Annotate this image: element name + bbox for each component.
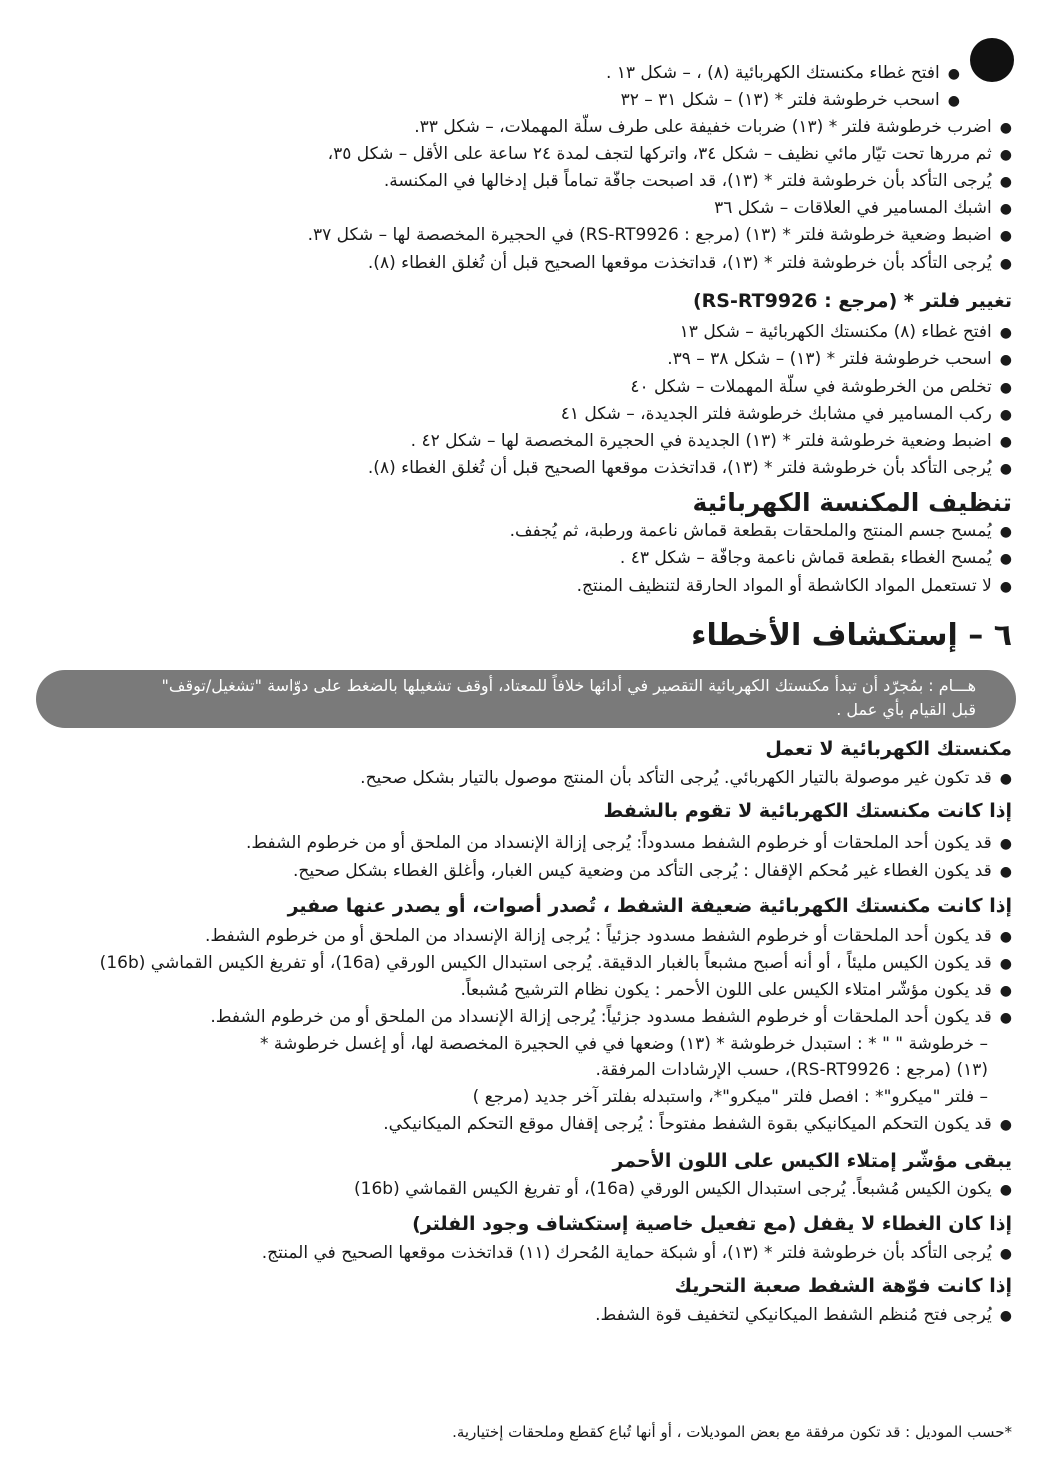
- section-heading: مكنستك الكهربائية لا تعمل: [765, 738, 1012, 760]
- list-item: ●قد يكون مؤشّر امتلاء الكيس على اللون الأحمر : يكون نظام الترشيح مُشبعاً.: [460, 980, 1012, 1000]
- list-item: ●افتح غطاء (٨) مكنستك الكهربائية – شكل ١٣: [679, 322, 1012, 342]
- list-item: ●قد يكون التحكم الميكانيكي بقوة الشفط مفتوحاً : يُرجى إقفال موقع التحكم الميكانيكي.: [383, 1114, 1012, 1134]
- list-item: ●لا تستعمل المواد الكاشطة أو المواد الحارقة لتنظيف المنتج.: [576, 576, 1012, 596]
- list-item: ●اسحب خرطوشة فلتر * (١٣) – شكل ٣١ – ٣٢: [620, 90, 960, 110]
- list-item: ●يُمسح جسم المنتج والملحقات بقطعة قماش ناعمة ورطبة، ثم يُجفف.: [509, 521, 1012, 541]
- list-item: ●قد يكون أحد الملحقات أو خرطوم الشفط مسدود جزئياً : يُرجى إزالة الإنسداد من الملحق أو من خرطوم الشفط.: [204, 926, 1012, 946]
- list-item: ●يُمسح الغطاء بقطعة قماش ناعمة وجافّة – شكل ٤٣ .: [619, 548, 1012, 568]
- section-heading-change-filter: تغيير فلتر * (مرجع : RS-RT9926): [692, 290, 1012, 312]
- sub-item: (١٣) (مرجع : RS-RT9926)، حسب الإرشادات المرفقة.: [595, 1060, 988, 1080]
- note-line: قبل القيام بأي عمل .: [836, 700, 976, 719]
- list-item: ●يُرجى التأكد بأن خرطوشة فلتر * (١٣)، قد اصبحت جافّة تماماً قبل إدخالها في المكنسة.: [383, 171, 1012, 191]
- list-item: ●يُرجى التأكد بأن خرطوشة فلتر * (١٣)، أو شبكة حماية المُحرك (١١) قداتخذت موقعها الصحيح في المنتج.: [261, 1243, 1012, 1263]
- section-heading: إذا كانت مكنستك الكهربائية لا تقوم بالشفط: [603, 800, 1012, 822]
- list-item: ●يكون الكيس مُشبعاً. يُرجى استبدال الكيس الورقي (16a)، أو تفريغ الكيس القماشي (16b): [353, 1179, 1012, 1199]
- section-heading: يبقى مؤشّر إمتلاء الكيس على اللون الأحمر: [612, 1150, 1012, 1172]
- list-item: ●ركب المسامير في مشابك خرطوشة فلتر الجديدة، – شكل ٤١: [560, 404, 1012, 424]
- list-item: ●قد يكون أحد الملحقات أو خرطوم الشفط مسدوداً: يُرجى إزالة الإنسداد من الملحق أو من خرطوم الشفط.: [245, 833, 1012, 853]
- list-item: ●افتح غطاء مكنستك الكهربائية (٨) ، – شكل ١٣ .: [605, 63, 960, 83]
- sub-item: – فلتر "ميكرو"* : افصل فلتر "ميكرو"*، واستبدله بفلتر آخر جديد (مرجع ): [472, 1087, 988, 1107]
- list-item: ●قد يكون الغطاء غير مُحكم الإقفال : يُرجى التأكد من وضعية كيس الغبار، وأغلق الغطاء بشكل صحيح.: [292, 861, 1012, 881]
- list-item: ●اسحب خرطوشة فلتر * (١٣) – شكل ٣٨ – ٣٩.: [667, 349, 1012, 369]
- section-heading: إذا كانت مكنستك الكهربائية ضعيفة الشفط ، تُصدر أصوات، أو يصدر عنها صفير: [287, 895, 1012, 917]
- list-item: ●قد يكون الكيس مليئاً ، أو أنه أصبح مشبعاً بالغبار الدقيقة. يُرجى استبدال الكيس الورقي (16a)، أو تفريغ الكيس القماشي (16b): [99, 953, 1012, 973]
- list-item: ●يُرجى التأكد بأن خرطوشة فلتر * (١٣)، قداتخذت موقعها الصحيح قبل أن تُغلق الغطاء (٨).: [367, 458, 1012, 478]
- list-item: ●اضبط وضعية خرطوشة فلتر * (١٣) الجديدة في الحجيرة المخصصة لها – شكل ٤٢ .: [410, 431, 1012, 451]
- list-item: ●اضرب خرطوشة فلتر * (١٣) ضربات خفيفة على طرف سلّة المهملات، – شكل ٣٣.: [414, 117, 1012, 137]
- section-heading: إذا كانت فوّهة الشفط صعبة التحريك: [674, 1275, 1012, 1297]
- section-heading-cleaning: تنظيف المكنسة الكهربائية: [692, 488, 1012, 517]
- list-item: ●قد يكون أحد الملحقات أو خرطوم الشفط مسدود جزئياً: يُرجى إزالة الإنسداد من الملحق أو من خرطوم الشفط.: [210, 1007, 1012, 1027]
- page-marker-dot: [970, 38, 1014, 82]
- note-line: هـــام : بمُجرّد أن تبدأ مكنستك الكهربائية التقصير في أدائها خلافاً للمعتاد، أوقف تشغيلها بالضغط على دوّاسة "تشغيل/توقف": [161, 676, 976, 695]
- page-title-troubleshooting: ٦ – إستكشاف الأخطاء: [691, 618, 1012, 653]
- list-item: ●اضبط وضعية خرطوشة فلتر * (١٣) (مرجع : RS-RT9926) في الحجيرة المخصصة لها – شكل ٣٧.: [307, 225, 1012, 245]
- footnote: *حسب الموديل : قد تكون مرفقة مع بعض الموديلات ، أو أنها تُباع كقطع وملحقات إختيارية.: [452, 1423, 1012, 1441]
- list-item: ●قد تكون غير موصولة بالتيار الكهربائي. يُرجى التأكد بأن المنتج موصول بالتيار بشكل صحيح.: [360, 768, 1012, 788]
- list-item: ●يُرجى فتح مُنظم الشفط الميكانيكي لتخفيف قوة الشفط.: [595, 1305, 1012, 1325]
- list-item: ●يُرجى التأكد بأن خرطوشة فلتر * (١٣)، قداتخذت موقعها الصحيح قبل أن تُغلق الغطاء (٨).: [367, 253, 1012, 273]
- list-item: ●تخلص من الخرطوشة في سلّة المهملات – شكل ٤٠: [630, 377, 1012, 397]
- important-note: [36, 670, 1016, 728]
- list-item: ●ثم مررها تحت تيّار مائي نظيف – شكل ٣٤، واتركها لتجف لمدة ٢٤ ساعة على الأقل – شكل ٣٥،: [327, 144, 1012, 164]
- sub-item: – خرطوشة " " * : استبدل خرطوشة * (١٣) وضعها في في الحجيرة المخصصة لها، أو إغسل خرطوشة *: [259, 1034, 988, 1054]
- list-item: ●اشبك المسامير في العلاقات – شكل ٣٦: [714, 198, 1012, 218]
- section-heading: إذا كان الغطاء لا يقفل (مع تفعيل خاصية إستكشاف وجود الفلتر): [412, 1213, 1012, 1235]
